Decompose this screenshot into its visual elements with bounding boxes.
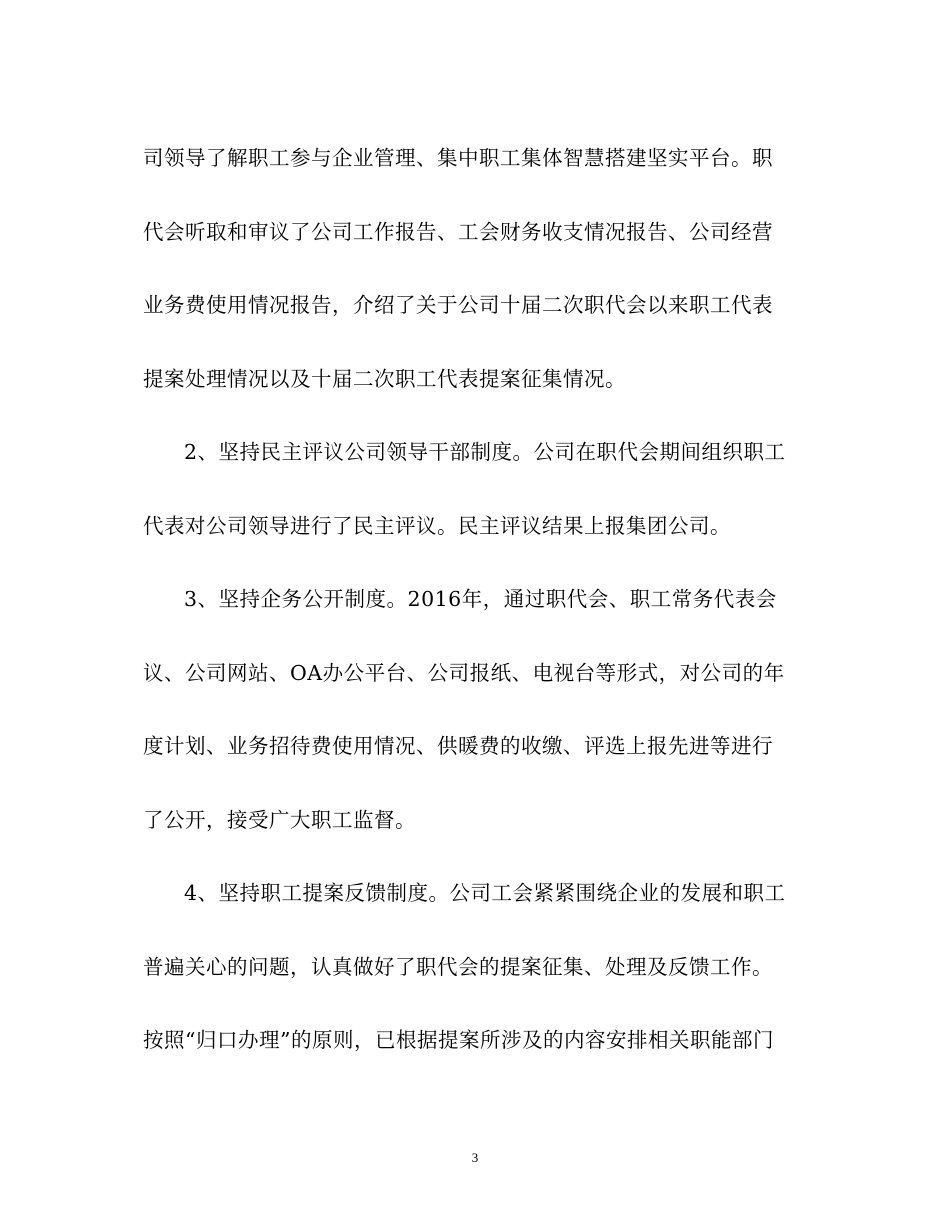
text-line: 普遍关心的问题，认真做好了职代会的提案征集、处理及反馈工作。 xyxy=(143,954,773,979)
text-line: 提案处理情况以及十届二次职工代表提案征集情况。 xyxy=(143,366,626,391)
text-line: 按照“归口办理”的原则，已根据提案所涉及的内容安排相关职能部门 xyxy=(143,1028,774,1052)
text-line: 度计划、业务招待费使用情况、供暖费的收缴、评选上报先进等进行 xyxy=(143,734,773,758)
text-line: 代表对公司领导进行了民主评议。民主评议结果上报集团公司。 xyxy=(143,513,731,538)
text-line: 了公开，接受广大职工监督。 xyxy=(143,807,416,832)
paragraph-start-line: 2、坚持民主评议公司领导干部制度。公司在职代会期间组织职工 xyxy=(184,440,786,464)
text-line: 司领导了解职工参与企业管理、集中职工集体智慧搭建坚实平台。职 xyxy=(143,146,773,170)
text-line: 业务费使用情况报告，介绍了关于公司十届二次职代会以来职工代表 xyxy=(143,293,773,317)
text-line: 代会听取和审议了公司工作报告、工会财务收支情况报告、公司经营 xyxy=(143,219,773,244)
paragraph-start-line: 3、坚持企务公开制度。2016年，通过职代会、职工常务代表会 xyxy=(184,587,777,611)
paragraph-start-line: 4、坚持职工提案反馈制度。公司工会紧紧围绕企业的发展和职工 xyxy=(184,881,786,905)
body-text xyxy=(143,136,811,1092)
text-line: 议、公司网站、OA办公平台、公司报纸、电视台等形式，对公司的年 xyxy=(143,660,785,685)
page-number: 3 xyxy=(471,1150,479,1165)
